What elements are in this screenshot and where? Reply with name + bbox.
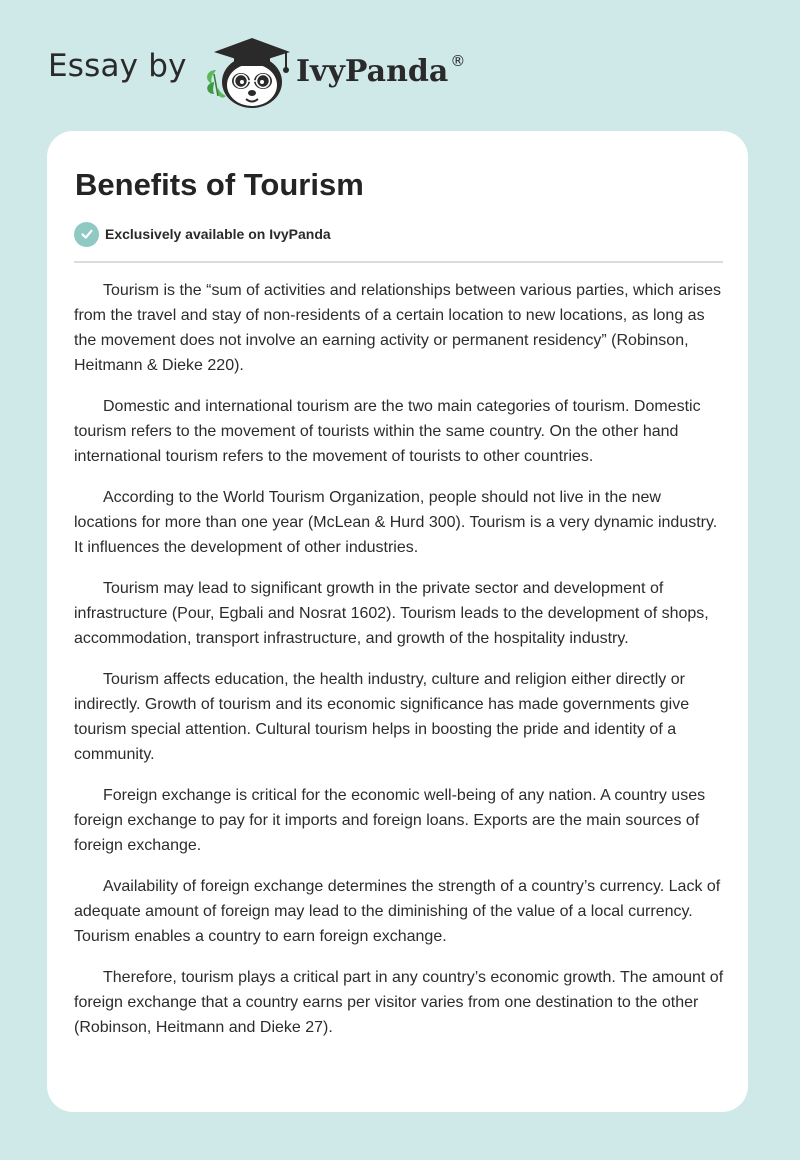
paragraph: Therefore, tourism plays a critical part in any country’s economic growth. The amount of foreign exchange that a country earns per visitor varies from one destination to the other (Robinson, Heitmann and Dieke 27). [74,969,724,1036]
divider [74,261,723,263]
essay-card [47,131,748,1112]
exclusive-badge [74,221,331,247]
check-icon [74,222,99,247]
paragraph: Tourism affects education, the health industry, culture and religion either directly or indirectly. Growth of tourism and its economic significance has made governments give tourism special attention. Cultural tourism helps in boosting the pride and identity of a community. [74,671,690,763]
page-title: Benefits of Tourism [75,167,364,202]
paragraph: Availability of foreign exchange determines the strength of a country’s currency. Lack of adequate amount of foreign may lead to the diminishing of the value of a local currency. Tourism enables a country to earn foreign exchange. [74,878,721,945]
paragraph: Foreign exchange is critical for the economic well-being of any nation. A country uses foreign exchange to pay for it imports and foreign loans. Exports are the main sources of foreign exchange. [74,787,706,854]
panda-graduate-icon [200,30,296,112]
paragraph: Domestic and international tourism are the two main categories of tourism. Domestic tourism refers to the movement of tourists within the same country. On the other hand international tourism refers to the movement of tourists to other countries. [74,398,701,465]
site-header [48,30,508,112]
paragraph: Tourism is the “sum of activities and relationships between various parties, which arises from the travel and stay of non-residents of a certain location to new locations, as long as the movement does not involve an earning activity or permanent residency” (Robinson, Heitmann & Dieke 220). [74,282,722,374]
registered-mark: ® [450,52,466,70]
paragraph: Tourism may lead to significant growth in the private sector and development of infrastructure (Pour, Egbali and Nosrat 1602). Tourism leads to the development of shops, accommodation, transport infrastructure, and growth of the hospitality industry. [74,580,709,647]
ivypanda-logo[interactable] [200,30,296,112]
essay-by-label: Essay by [48,48,187,84]
exclusive-label: Exclusively available on IvyPanda [105,226,331,242]
essay-body [74,278,726,1056]
brand-name[interactable]: IvyPanda ® [296,52,466,89]
paragraph: According to the World Tourism Organization, people should not live in the new locations for more than one year (McLean & Hurd 300). Tourism is a very dynamic industry. It influences the development of other industries. [74,489,718,556]
